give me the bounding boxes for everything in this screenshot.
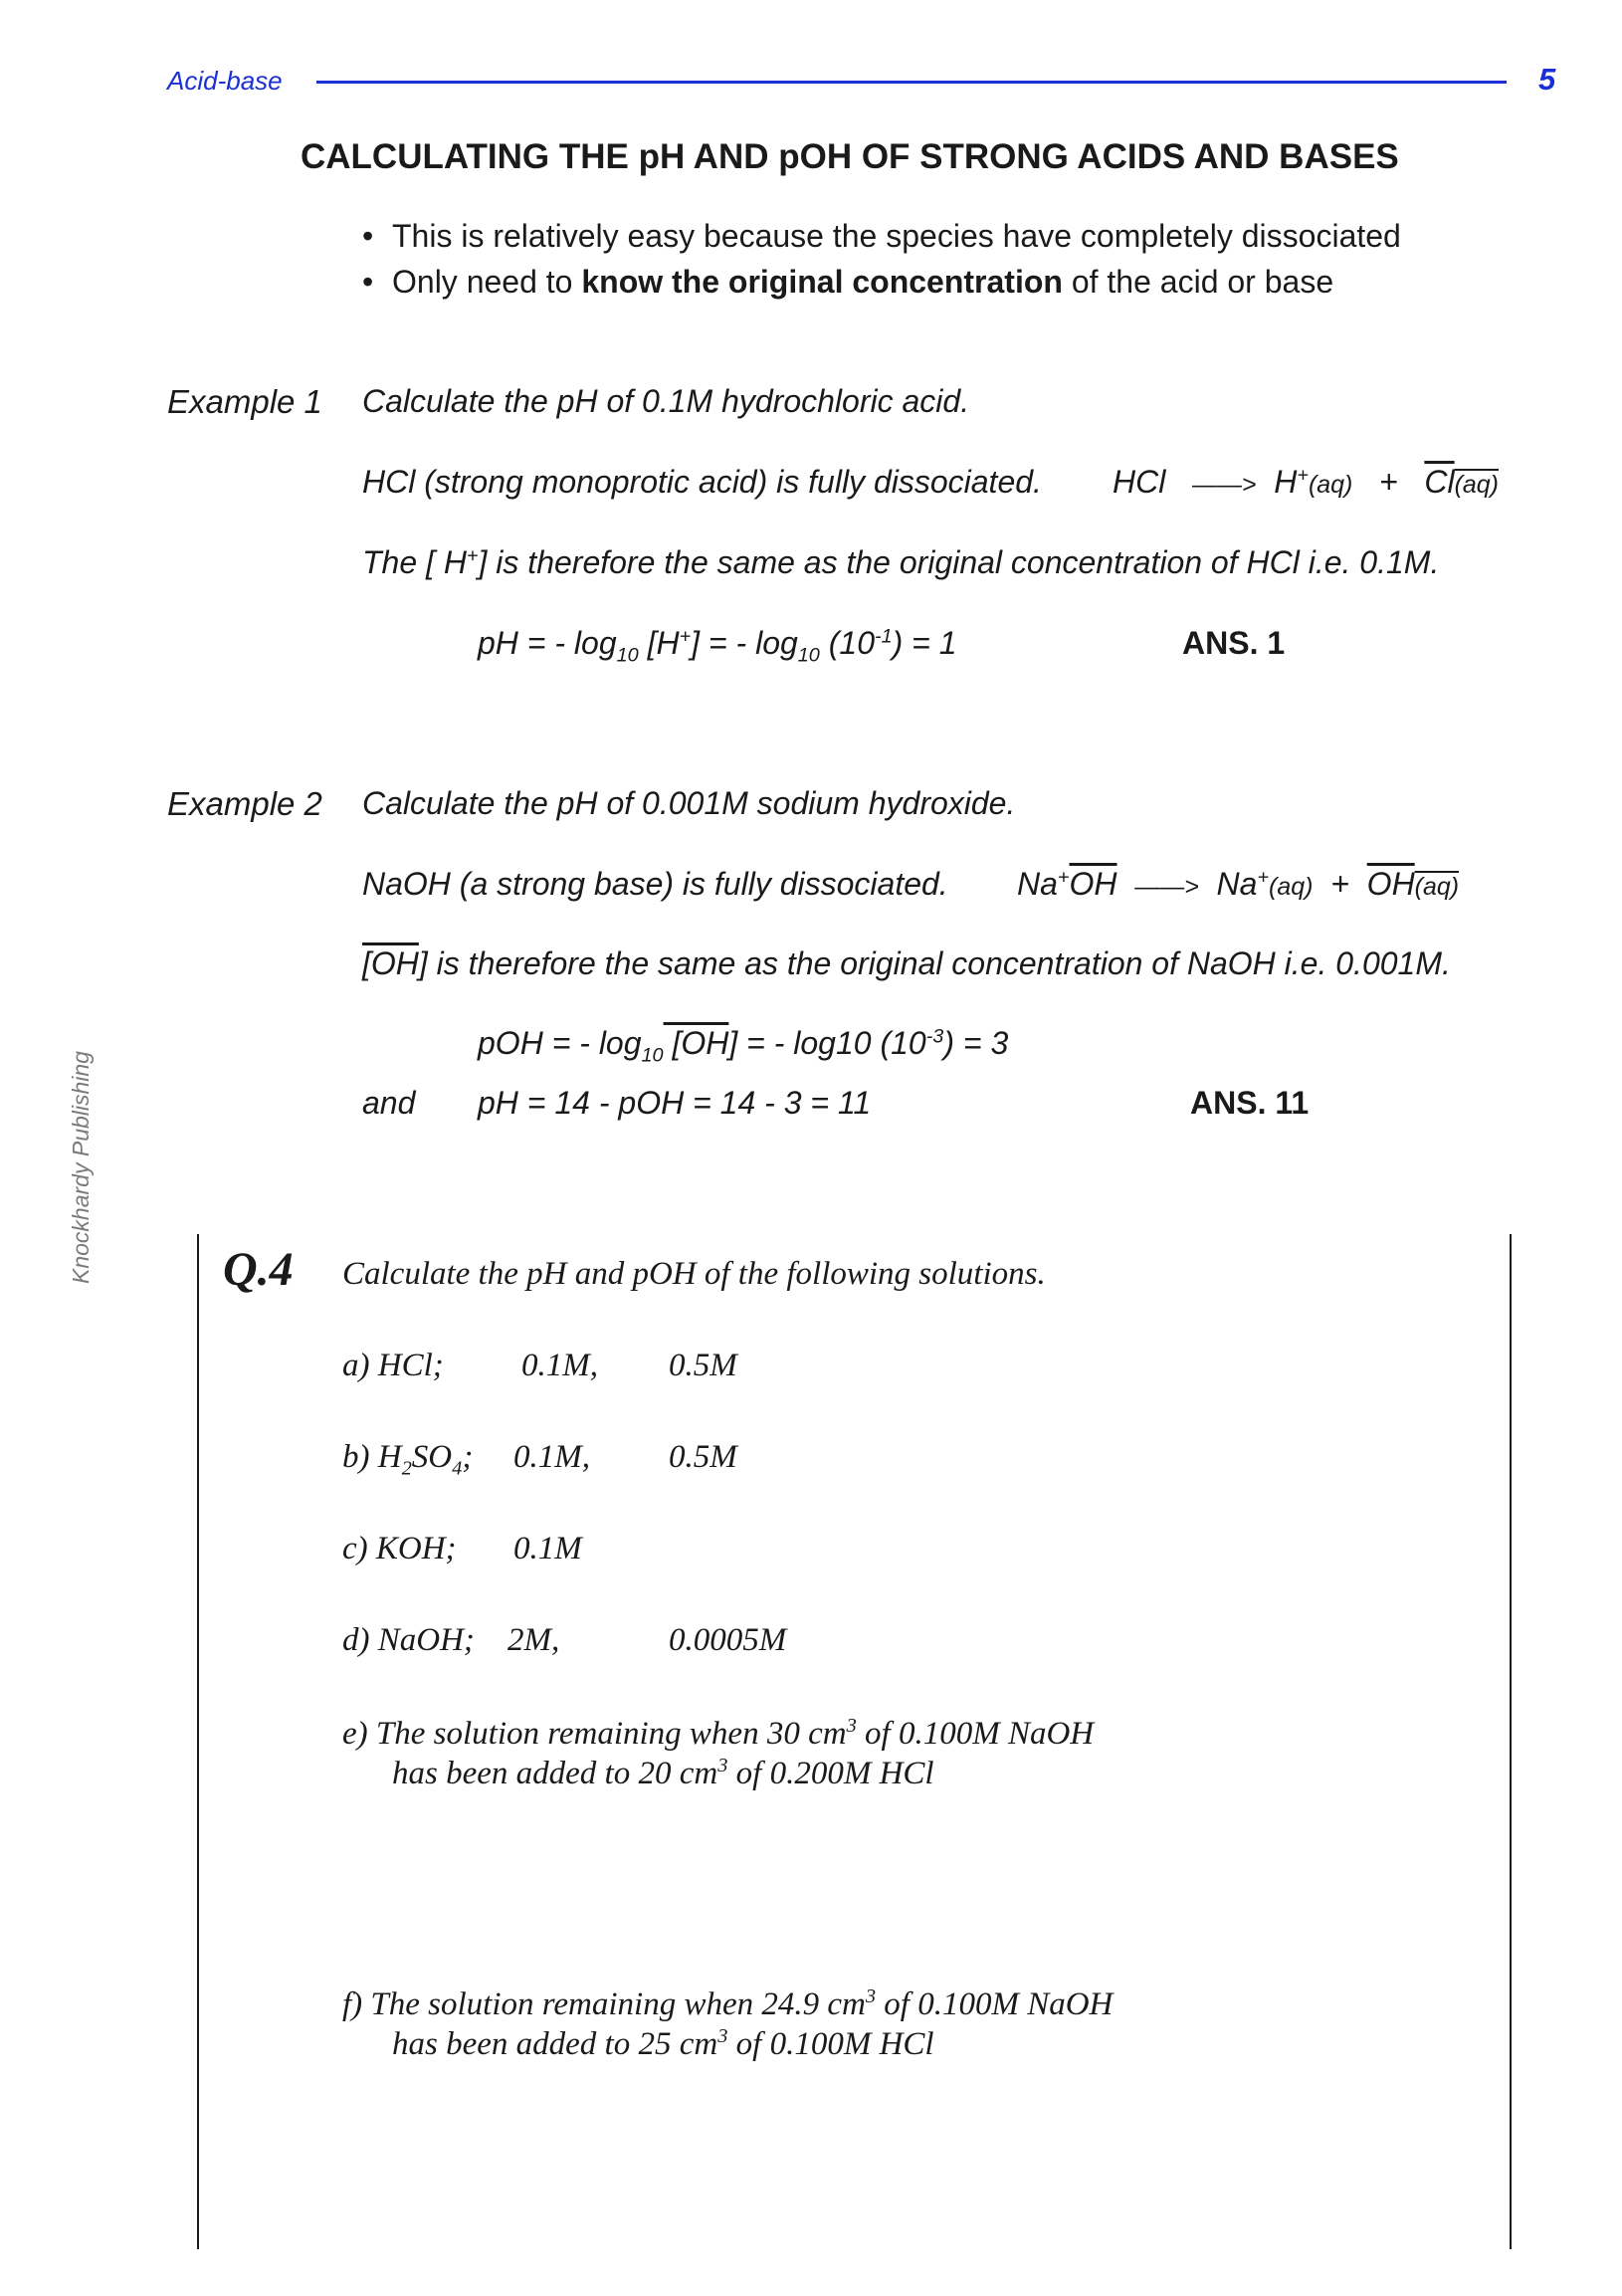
question-item-d-label: d) NaOH; [342,1622,475,1658]
calc-sup: -3 [925,1025,944,1048]
conc-charge: + [466,544,479,567]
bullet-text-pre: Only need to [392,264,582,300]
example-2-ph-calculation: pH = 14 - pOH = 14 - 3 = 11 [478,1085,872,1121]
example-2-concentration [362,945,1451,982]
item-text: f) The solution remaining when 24.9 cm [342,1986,866,2022]
calc-part: pH = - log [478,625,617,661]
unit-sup: 3 [865,1985,877,2007]
question-item-c-label: c) KOH; [342,1531,457,1566]
calc-sup: + [679,625,692,648]
unit-sup: 3 [717,1755,728,1776]
calc-sup: -1 [874,625,893,648]
item-text: has been added to 25 cm [392,2026,718,2062]
calc-sub: 10 [797,644,820,667]
example-2-question: Calculate the pH of 0.001M sodium hydroxide. [362,785,1016,821]
eq-state-aq: (aq) [1454,471,1499,499]
calc-part: ) = 3 [943,1025,1009,1061]
example-1-question: Calculate the pH of 0.1M hydrochloric acid. [362,383,970,419]
item-text: of 0.100M NaOH [876,1986,1114,2022]
eq-cl: $\overline{Cl}$ [1424,464,1455,500]
header-rule [316,81,1507,84]
conc-text: ] is therefore the same as the original concentration of NaOH i.e. 0.001M. [418,945,1451,981]
item-text: of 0.100M NaOH [856,1716,1095,1752]
calc-part: [OH [663,1025,729,1061]
conc-text: [OH [362,945,419,981]
eq-state-aq: (aq) [1269,873,1314,901]
question-item-b-label [342,1439,474,1480]
example-2-statement: NaOH (a strong base) is fully dissociated. [362,866,948,902]
header-section-title: Acid-base [167,66,283,96]
example-1-equation [1113,464,1499,501]
question-item-a-label: a) HCl; [342,1348,444,1383]
publisher-side-text: Knockhardy Publishing [68,1051,94,1284]
bullet-dot-icon: • [362,218,374,254]
eq-na-charge: + [1057,866,1070,889]
eq-na: Na [1216,866,1258,902]
question-item-d-value: 2M, [507,1622,560,1658]
question-number: Q.4 [223,1243,294,1296]
question-item-b-value: 0.5M [669,1439,737,1475]
example-1-calculation [478,625,957,667]
conc-text: ] is therefore the same as the original concentration of HCl i.e. 0.1M. [478,544,1440,580]
calc-part: (10 [819,625,875,661]
calc-sub: 10 [616,644,639,667]
calc-sub: 10 [641,1044,664,1067]
conc-text: The [ H [362,544,467,580]
eq-state-aq: (aq) [1308,471,1353,499]
example-2-label: Example 2 [167,785,322,822]
question-item-b-value: 0.1M, [513,1439,590,1475]
item-text: of 0.200M HCl [727,1756,934,1791]
question-item-f-line1 [342,1986,1113,2023]
eq-arrow: ——> [1134,873,1199,901]
formula-sub: 4 [452,1457,463,1480]
eq-na: Na [1017,866,1058,902]
formula-part: b) H [342,1439,402,1475]
bullet-item [362,218,1401,255]
question-item-d-value: 0.0005M [669,1622,787,1658]
bullet-text: This is relatively easy because the species have completely dissociated [392,218,1401,254]
question-item-a-value: 0.5M [669,1348,737,1383]
eq-oh: $\overline{OH}$ [1366,866,1415,902]
page-number: 5 [1538,62,1556,97]
question-item-f-line2 [392,2026,934,2063]
eq-h: H [1274,464,1298,500]
calc-part: [H [638,625,680,661]
example-2-poh-calculation [478,1025,1009,1067]
example-1-concentration [362,544,1439,581]
question-box-left-border [197,1234,199,2249]
question-prompt: Calculate the pH and pOH of the following solutions. [342,1256,1046,1292]
eq-plus: + [1330,866,1349,902]
example-1-statement: HCl (strong monoprotic acid) is fully dissociated. [362,464,1042,500]
example-2-equation [1017,866,1459,903]
example-1-label: Example 1 [167,383,322,420]
question-item-a-value: 0.1M, [521,1348,598,1383]
example-2-answer: ANS. 11 [1190,1085,1310,1121]
formula-part: ; [462,1439,474,1475]
bullet-item [362,264,1333,301]
eq-hcl: HCl [1113,464,1166,500]
calc-part: ) = 1 [892,625,957,661]
unit-sup: 3 [717,2025,728,2047]
formula-part: SO [411,1439,453,1475]
bullet-dot-icon: • [362,264,374,300]
question-box-right-border [1510,1234,1512,2249]
formula-sub: 2 [401,1457,412,1480]
calc-part: ] = - log [691,625,798,661]
eq-plus: + [1379,464,1398,500]
item-text: of 0.100M HCl [727,2026,934,2062]
bullet-text-bold: know the original concentration [581,264,1063,300]
eq-arrow: ——> [1192,471,1257,499]
bullet-text-post: of the acid or base [1062,264,1334,300]
calc-part: ] = - log10 (10 [728,1025,926,1061]
item-text: e) The solution remaining when 30 cm [342,1716,847,1752]
unit-sup: 3 [846,1715,857,1737]
eq-oh: $\overline{OH}$ [1069,866,1117,902]
eq-state-aq: (aq) [1414,873,1460,901]
question-item-e-line1 [342,1716,1094,1753]
page-title: CALCULATING THE pH AND pOH OF STRONG ACIDS AND BASES [301,137,1399,176]
calc-part: pOH = - log [478,1025,642,1061]
example-1-answer: ANS. 1 [1182,625,1286,661]
question-item-e-line2 [392,1756,934,1792]
question-item-c-value: 0.1M [513,1531,582,1566]
example-2-and: and [362,1085,416,1121]
item-text: has been added to 20 cm [392,1756,718,1791]
eq-h-charge: + [1297,464,1309,487]
eq-na-charge: + [1257,866,1270,889]
